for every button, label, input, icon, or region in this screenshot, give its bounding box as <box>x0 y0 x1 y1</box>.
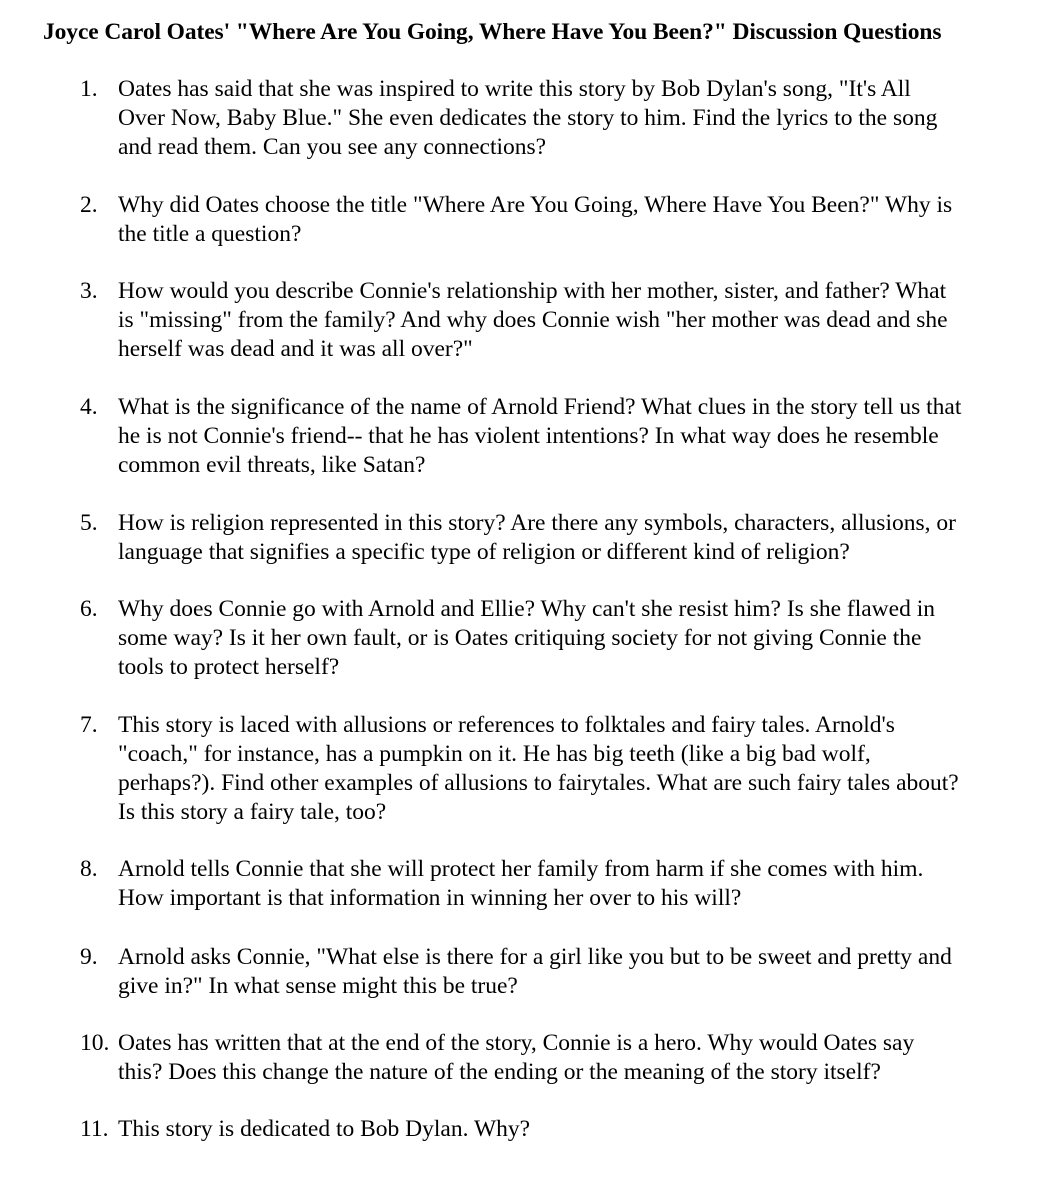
question-line: Is this story a fairy tale, too? <box>118 799 387 825</box>
question-text <box>118 277 1033 364</box>
question-number: 9. <box>80 944 98 970</box>
question-number: 3. <box>80 278 98 304</box>
question-line: This story is laced with allusions or references to folktales and fairy tales. Arnold's <box>118 712 895 738</box>
question-line: give in?" In what sense might this be true? <box>118 973 518 999</box>
question-line: How would you describe Connie's relationship with her mother, sister, and father? What <box>118 278 947 304</box>
question-line: Over Now, Baby Blue." She even dedicates the story to him. Find the lyrics to the song <box>118 105 938 131</box>
question-text <box>118 509 1033 567</box>
question-line: What is the significance of the name of Arnold Friend? What clues in the story tell us that <box>118 394 962 420</box>
question-text <box>118 595 1033 682</box>
question-line: this? Does this change the nature of the ending or the meaning of the story itself? <box>118 1059 881 1085</box>
question-text <box>118 1029 1033 1087</box>
question-text <box>118 75 1033 162</box>
page-title: Joyce Carol Oates' "Where Are You Going, Where Have You Been?" Discussion Questions <box>43 19 942 45</box>
question-line: Arnold tells Connie that she will protect her family from harm if she comes with him. <box>118 856 924 882</box>
question-line: Oates has written that at the end of the story, Connie is a hero. Why would Oates say <box>118 1030 915 1056</box>
question-number: 2. <box>80 192 98 218</box>
question-line: tools to protect herself? <box>118 654 340 680</box>
question-text <box>118 711 1033 827</box>
question-number: 4. <box>80 394 98 420</box>
question-line: "coach," for instance, has a pumpkin on it. He has big teeth (like a big bad wolf, <box>118 741 871 767</box>
question-text <box>118 1115 1033 1144</box>
question-line: some way? Is it her own fault, or is Oates critiquing society for not giving Connie the <box>118 625 922 651</box>
question-line: he is not Connie's friend-- that he has violent intentions? In what way does he resemble <box>118 423 939 449</box>
question-line: is "missing" from the family? And why does Connie wish "her mother was dead and she <box>118 307 948 333</box>
question-line: Arnold asks Connie, "What else is there for a girl like you but to be sweet and pretty and <box>118 944 952 970</box>
question-line: language that signifies a specific type of religion or different kind of religion? <box>118 539 850 565</box>
question-line: Why did Oates choose the title "Where Are You Going, Where Have You Been?" Why is <box>118 192 953 218</box>
question-number: 7. <box>80 712 98 738</box>
question-text <box>118 191 1033 249</box>
question-number: 10. <box>80 1030 110 1056</box>
question-number: 11. <box>80 1116 109 1142</box>
question-line: How is religion represented in this story? Are there any symbols, characters, allusions, or <box>118 510 956 536</box>
question-line: and read them. Can you see any connections? <box>118 134 547 160</box>
question-line: the title a question? <box>118 221 302 247</box>
question-number: 8. <box>80 856 98 882</box>
question-line: perhaps?). Find other examples of allusions to fairytales. What are such fairy tales about? <box>118 770 959 796</box>
question-text <box>118 855 1033 913</box>
question-line: How important is that information in winning her over to his will? <box>118 885 742 911</box>
question-number: 5. <box>80 510 98 536</box>
question-number: 1. <box>80 76 98 102</box>
question-line: This story is dedicated to Bob Dylan. Why? <box>118 1116 531 1142</box>
question-line: Why does Connie go with Arnold and Ellie? Why can't she resist him? Is she flawed in <box>118 596 935 622</box>
question-line: common evil threats, like Satan? <box>118 452 426 478</box>
question-number: 6. <box>80 596 98 622</box>
question-line: Oates has said that she was inspired to write this story by Bob Dylan's song, "It's All <box>118 76 911 102</box>
question-text <box>118 943 1033 1001</box>
question-line: herself was dead and it was all over?" <box>118 336 473 362</box>
question-text <box>118 393 1033 480</box>
